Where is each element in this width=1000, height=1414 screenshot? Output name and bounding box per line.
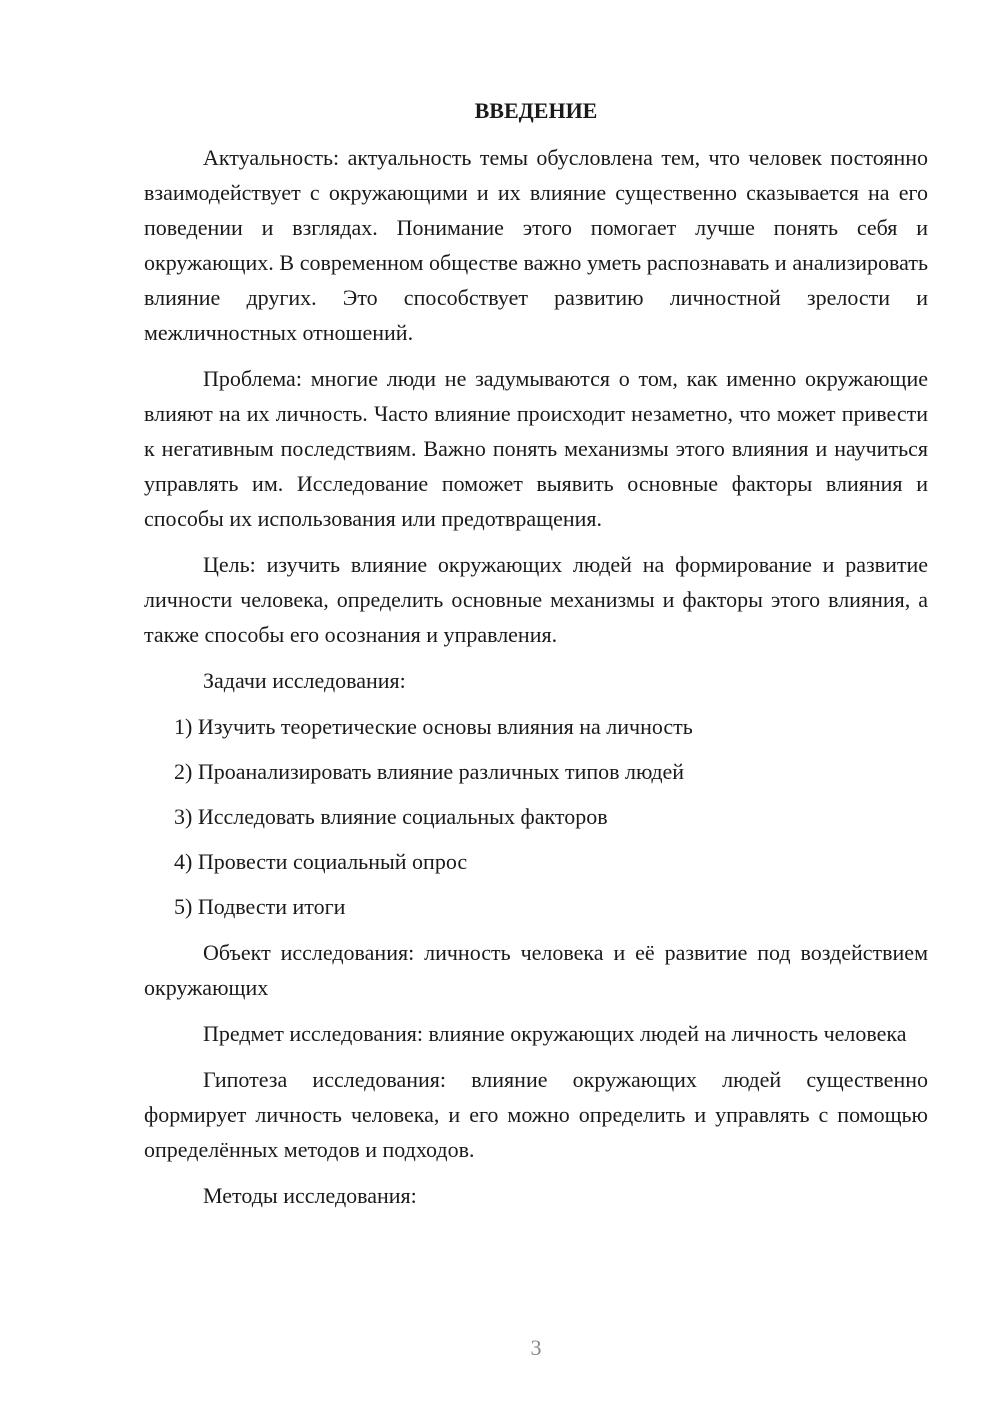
section-heading: ВВЕДЕНИЕ xyxy=(474,98,598,123)
paragraph-relevance: Актуальность: актуальность темы обусловлена тем, что человек постоянно взаимодействует с окружающими и их влияние существенно сказывается на его поведении и взглядах. Понимание этого помогает лучше понять себя и окружающих. В современном обществе важно уметь распознавать и анализировать влияние других. Это способствует развитию личностной зрелости и межличностных отношений. xyxy=(144,145,928,345)
paragraph-tasks-intro: Задачи исследования: xyxy=(203,668,406,693)
list-item: 4) Провести социальный опрос xyxy=(174,849,468,874)
paragraph-methods: Методы исследования: xyxy=(203,1183,417,1208)
list-item: 3) Исследовать влияние социальных факторов xyxy=(174,804,608,829)
page-content xyxy=(144,96,928,1213)
paragraph-goal: Цель: изучить влияние окружающих людей на формирование и развитие личности человека, определить основные механизмы и факторы этого влияния, а также способы его осознания и управления. xyxy=(144,552,928,647)
paragraph-object: Объект исследования: личность человека и её развитие под воздействием окружающих xyxy=(144,940,928,1000)
list-item: 1) Изучить теоретические основы влияния на личность xyxy=(174,714,693,739)
paragraph-hypothesis: Гипотеза исследования: влияние окружающих людей существенно формирует личность человека, и его можно определить и управлять с помощью определённых методов и подходов. xyxy=(144,1067,928,1162)
list-item: 5) Подвести итоги xyxy=(174,894,346,919)
paragraph-subject: Предмет исследования: влияние окружающих людей на личность человека xyxy=(203,1021,907,1046)
tasks-list xyxy=(144,709,928,924)
list-item: 2) Проанализировать влияние различных типов людей xyxy=(174,759,685,784)
page-number: 3 xyxy=(530,1335,542,1360)
paragraph-problem: Проблема: многие люди не задумываются о том, как именно окружающие влияют на их личность. Часто влияние происходит незаметно, что может привести к негативным последствиям. Важно понять механизмы этого влияния и научиться управлять им. Исследование поможет выявить основные факторы влияния и способы их использования или предотвращения. xyxy=(144,366,928,531)
